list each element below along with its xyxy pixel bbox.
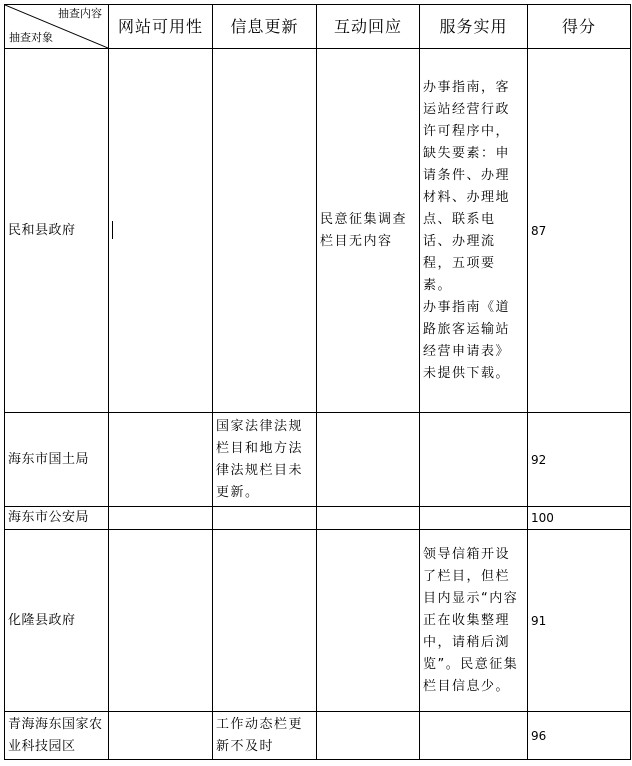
service-cell bbox=[420, 712, 528, 760]
object-cell: 民和县政府 bbox=[5, 49, 109, 413]
update-cell bbox=[213, 49, 317, 413]
corner-label-content: 抽查内容 bbox=[58, 7, 102, 20]
availability-cell bbox=[109, 712, 213, 760]
score-cell: 91 bbox=[528, 530, 631, 712]
service-cell: 领导信箱开设了栏目，但栏目内显示“内容正在收集整理中，请稍后浏览”。民意征集栏目信息少。 bbox=[420, 530, 528, 712]
table-row bbox=[5, 530, 631, 712]
service-paragraph: 办事指南，客运站经营行政许可程序中，缺失要素：申请条件、办理材料、办理地点、联系电话、办理流程，五项要素。 bbox=[423, 79, 511, 293]
interaction-cell bbox=[317, 507, 420, 530]
update-cell: 工作动态栏更新不及时 bbox=[213, 712, 317, 760]
column-header-service: 服务实用 bbox=[420, 5, 528, 49]
column-header-interaction: 互动回应 bbox=[317, 5, 420, 49]
interaction-cell: 民意征集调查栏目无内容 bbox=[317, 49, 420, 413]
service-cell bbox=[420, 507, 528, 530]
object-cell: 海东市公安局 bbox=[5, 507, 109, 530]
interaction-cell bbox=[317, 712, 420, 760]
object-cell: 海东市国土局 bbox=[5, 413, 109, 507]
availability-cell bbox=[109, 413, 213, 507]
column-header-update: 信息更新 bbox=[213, 5, 317, 49]
text-cursor bbox=[112, 221, 113, 239]
update-cell bbox=[213, 530, 317, 712]
service-cell bbox=[420, 49, 528, 413]
table-row bbox=[5, 413, 631, 507]
score-cell: 100 bbox=[528, 507, 631, 530]
score-cell: 96 bbox=[528, 712, 631, 760]
update-cell bbox=[213, 507, 317, 530]
availability-cell bbox=[109, 530, 213, 712]
service-paragraph: 办事指南《道路旅客运输站经营申请表》未提供下载。 bbox=[423, 299, 511, 381]
object-cell: 青海海东国家农业科技园区 bbox=[5, 712, 109, 760]
column-header-score: 得分 bbox=[528, 5, 631, 49]
table-row bbox=[5, 49, 631, 413]
update-cell: 国家法律法规栏目和地方法律法规栏目未更新。 bbox=[213, 413, 317, 507]
evaluation-table bbox=[4, 4, 631, 760]
interaction-cell bbox=[317, 530, 420, 712]
object-cell: 化隆县政府 bbox=[5, 530, 109, 712]
table-row bbox=[5, 507, 631, 530]
availability-cell bbox=[109, 49, 213, 413]
service-cell bbox=[420, 413, 528, 507]
header-row bbox=[5, 5, 631, 49]
diagonal-header-cell bbox=[5, 5, 109, 49]
score-cell: 87 bbox=[528, 49, 631, 413]
interaction-cell bbox=[317, 413, 420, 507]
table-row bbox=[5, 712, 631, 760]
availability-cell bbox=[109, 507, 213, 530]
column-header-availability: 网站可用性 bbox=[109, 5, 213, 49]
score-cell: 92 bbox=[528, 413, 631, 507]
corner-label-object: 抽查对象 bbox=[9, 31, 53, 44]
